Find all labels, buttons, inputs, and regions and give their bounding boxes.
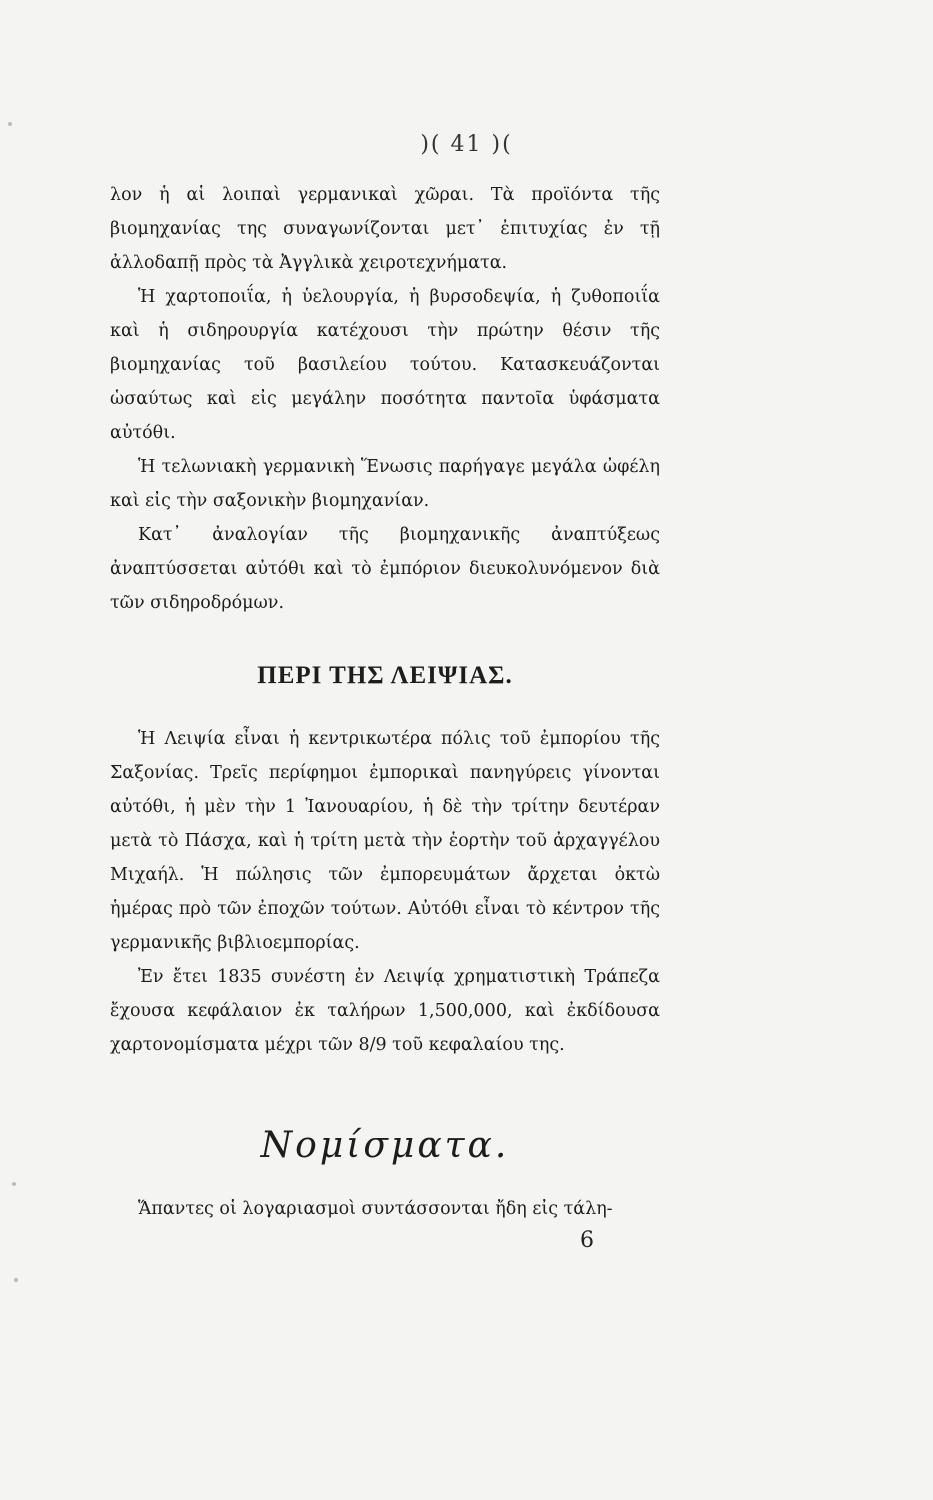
- section-coins: [110, 1192, 660, 1226]
- paragraph: λον ἡ αἱ λοιπαὶ γερμανικαὶ χῶραι. Τὰ προϊόντα τῆς βιομηχανίας της συναγωνίζονται μετ᾽ ἐπιτυχίας ἐν τῇ ἀλλοδαπῇ πρὸς τὰ Ἀγγλικὰ χειροτεχνήματα.: [110, 185, 660, 273]
- section-heading-coins: Νομίσματα.: [260, 1125, 510, 1166]
- paragraph: Κατ᾽ ἀναλογίαν τῆς βιομηχανικῆς ἀναπτύξεως ἀναπτύσσεται αὐτόθι καὶ τὸ ἐμπόριον διευκολυνόμενον διὰ τῶν σιδηροδρόμων.: [110, 525, 660, 613]
- page-number: )( 41 )(: [420, 132, 513, 157]
- paragraph: Ἅπαντες οἱ λογαριασμοὶ συντάσσονται ἤδη εἰς τάλη-: [138, 1199, 613, 1219]
- section-economy: [110, 178, 660, 620]
- paragraph: Ἡ τελωνιακὴ γερμανικὴ Ἕνωσις παρήγαγε μεγάλα ὠφέλη καὶ εἰς τὴν σαξονικὴν βιομηχανίαν.: [110, 457, 660, 511]
- signature-mark: 6: [580, 1228, 594, 1253]
- section-leipzig: [110, 722, 660, 1062]
- paper-speck: [12, 1182, 16, 1186]
- paragraph: Ἐν ἔτει 1835 συνέστη ἐν Λειψίᾳ χρηματιστικὴ Τράπεζα ἔχουσα κεφάλαιον ἐκ ταλήρων 1,500,000, καὶ ἐκδίδουσα χαρτονομίσματα μέχρι τῶν 8/9 τοῦ κεφαλαίου της.: [110, 967, 660, 1055]
- paragraph: Ἡ Λειψία εἶναι ἡ κεντρικωτέρα πόλις τοῦ ἐμπορίου τῆς Σαξονίας. Τρεῖς περίφημοι ἐμπορικαὶ πανηγύρεις γίνονται αὐτόθι, ἡ μὲν τὴν 1 Ἰανουαρίου, ἡ δὲ τὴν τρίτην δευτέραν μετὰ τὸ Πάσχα, καὶ ἡ τρίτη μετὰ τὴν ἑορτὴν τοῦ ἀρχαγγέλου Μιχαήλ. Ἡ πώλησις τῶν ἐμπορευμάτων ἄρχεται ὀκτὼ ἡμέρας πρὸ τῶν ἐποχῶν τούτων. Αὐτόθι εἶναι τὸ κέντρον τῆς γερμανικῆς βιβλιοεμπορίας.: [110, 729, 660, 953]
- paper-speck: [14, 1278, 18, 1282]
- paragraph: Ἡ χαρτοποιΐα, ἡ ὑελουργία, ἡ βυρσοδεψία, ἡ ζυθοποιΐα καὶ ἡ σιδηρουργία κατέχουσι τὴν πρώτην θέσιν τῆς βιομηχανίας τοῦ βασιλείου τούτου. Κατασκευάζονται ὡσαύτως καὶ εἰς μεγάλην ποσότητα παντοῖα ὑφάσματα αὐτόθι.: [110, 287, 660, 443]
- section-heading-leipzig: ΠΕΡΙ ΤΗΣ ΛΕΙΨΙΑΣ.: [257, 662, 513, 689]
- paper-speck: [8, 122, 12, 126]
